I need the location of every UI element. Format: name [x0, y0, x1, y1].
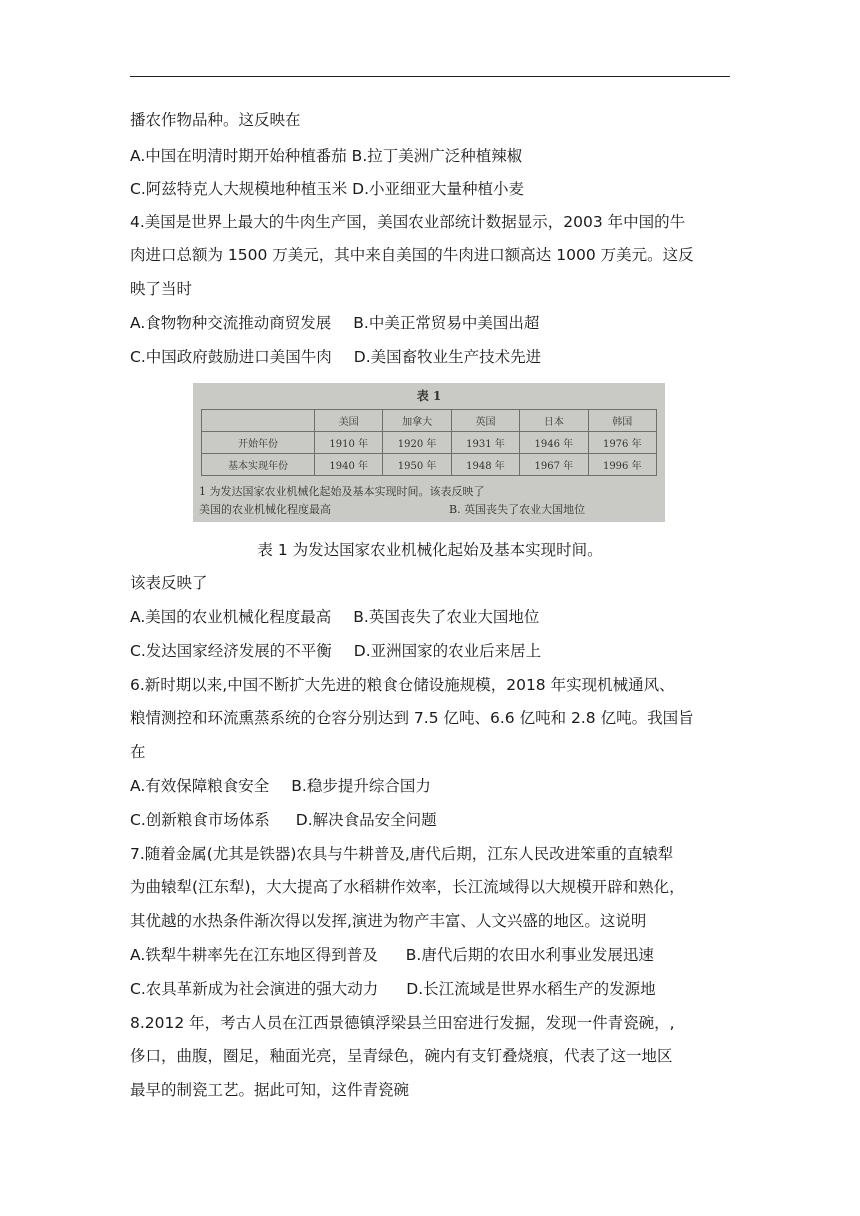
option-d: D.长江流域是世界水稻生产的发源地 — [406, 980, 656, 998]
table-cell: 1920 年 — [383, 432, 451, 454]
option-line — [130, 313, 539, 333]
table-cell: 1950 年 — [383, 454, 451, 476]
option-a: A.美国的农业机械化程度最高 — [130, 608, 332, 626]
option-a: A.铁犁牛耕率先在江东地区得到普及 — [130, 946, 378, 964]
table-header-cell: 加拿大 — [383, 410, 451, 432]
option-line — [130, 979, 656, 999]
option-b: B.中美正常贸易中美国出超 — [353, 314, 540, 332]
scan-option-b: B. 英国丧失了农业大国地位 — [449, 503, 586, 516]
scanned-table-image — [193, 383, 665, 522]
option-a: A.有效保障粮食安全 — [130, 777, 270, 795]
table-header-cell: 韩国 — [588, 410, 656, 432]
option-b: B.唐代后期的农田水利事业发展迅速 — [405, 946, 654, 964]
table-cell: 1910 年 — [315, 432, 383, 454]
question-6-line: 6.新时期以来,中国不断扩大先进的粮食仓储设施规模，2018 年实现机械通风、 — [130, 676, 675, 694]
scan-options — [199, 501, 659, 517]
option-line: A.中国在明清时期开始种植番茄 B.拉丁美洲广泛种植辣椒 — [130, 147, 523, 165]
option-c: C.农具革新成为社会演进的强大动力 — [130, 980, 379, 998]
option-d: D.解决食品安全问题 — [295, 811, 437, 829]
option-c: C.创新粮食市场体系 — [130, 811, 270, 829]
text-line: 粮情测控和环流熏蒸系统的仓容分别达到 7.5 亿吨、6.6 亿吨和 2.8 亿吨。我国旨 — [130, 709, 694, 727]
table-cell: 1948 年 — [451, 454, 519, 476]
table-cell: 1967 年 — [520, 454, 588, 476]
table-row-label: 开始年份 — [202, 432, 315, 454]
option-line — [130, 607, 539, 627]
table-cell: 1946 年 — [520, 432, 588, 454]
scan-table-title: 表 1 — [416, 389, 442, 403]
text-line: 最早的制瓷工艺。据此可知，这件青瓷碗 — [130, 1081, 410, 1099]
question-7-line: 7.随着金属(尤其是铁器)农具与牛耕普及,唐代后期，江东人民改进笨重的直辕犁 — [130, 845, 674, 863]
text-line: 播农作物品种。这反映在 — [130, 111, 301, 129]
option-d: D.美国畜牧业生产技术先进 — [353, 348, 542, 366]
table-row — [202, 432, 657, 454]
question-4-line: 4.美国是世界上最大的牛肉生产国，美国农业部统计数据显示，2003 年中国的牛 — [130, 213, 686, 231]
option-d: D.亚洲国家的农业后来居上 — [353, 642, 542, 660]
table-header-cell: 英国 — [451, 410, 519, 432]
option-b: B.稳步提升综合国力 — [291, 777, 431, 795]
scan-option-a: 美国的农业机械化程度最高 — [199, 503, 331, 516]
mechanization-table — [201, 409, 657, 476]
option-a: A.食物物种交流推动商贸发展 — [130, 314, 332, 332]
scan-caption: 1 为发达国家农业机械化起始及基本实现时间。该表反映了 — [199, 485, 485, 498]
option-line — [130, 347, 541, 367]
table-row — [202, 454, 657, 476]
option-line — [130, 776, 431, 796]
option-line — [130, 945, 654, 965]
table-header-cell: 美国 — [315, 410, 383, 432]
table-cell: 1931 年 — [451, 432, 519, 454]
option-c: C.发达国家经济发展的不平衡 — [130, 642, 332, 660]
table-cell: 1940 年 — [315, 454, 383, 476]
header-rule — [130, 76, 730, 77]
option-b: B.英国丧失了农业大国地位 — [353, 608, 540, 626]
question-8-line: 8.2012 年，考古人员在江西景德镇浮梁县兰田窑进行发掘，发现一件青瓷碗，, — [130, 1014, 675, 1032]
table-cell: 1996 年 — [588, 454, 656, 476]
text-line: 侈口，曲腹，圈足，釉面光亮，呈青绿色，碗内有支钉叠烧痕，代表了这一地区 — [130, 1047, 673, 1065]
table-header-cell: 日本 — [520, 410, 588, 432]
option-line — [130, 810, 437, 830]
text-line: 映了当时 — [130, 280, 193, 298]
text-line: 其优越的水热条件渐次得以发挥,演进为物产丰富、人文兴盛的地区。这说明 — [130, 912, 647, 930]
table-cell: 1976 年 — [588, 432, 656, 454]
text-line: 肉进口总额为 1500 万美元，其中来自美国的牛肉进口额高达 1000 万美元。这反 — [130, 246, 694, 264]
option-line — [130, 641, 541, 661]
text-line: 在 — [130, 743, 146, 761]
table-corner-cell — [202, 410, 315, 432]
option-c: C.中国政府鼓励进口美国牛肉 — [130, 348, 332, 366]
table-caption: 表 1 为发达国家农业机械化起始及基本实现时间。 — [257, 541, 603, 559]
table-row-label: 基本实现年份 — [202, 454, 315, 476]
table-header-row — [202, 410, 657, 432]
text-line: 该表反映了 — [130, 574, 208, 592]
text-line: 为曲辕犁(江东犁)，大大提高了水稻耕作效率，长江流域得以大规模开辟和熟化， — [130, 878, 685, 896]
option-line: C.阿兹特克人大规模地种植玉米 D.小亚细亚大量种植小麦 — [130, 180, 525, 198]
